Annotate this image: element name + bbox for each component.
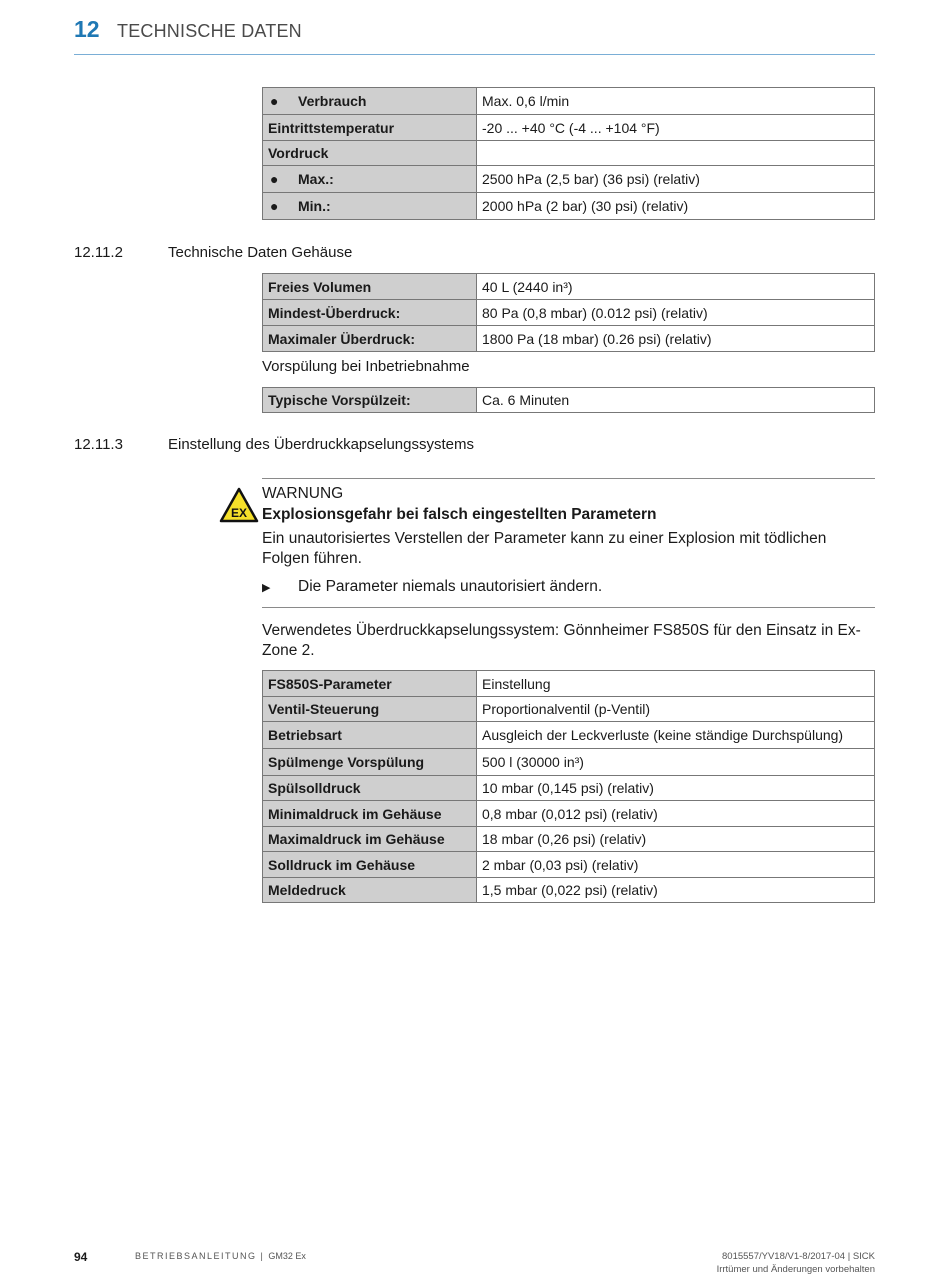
row-value: 18 mbar (0,26 psi) (relativ) — [477, 827, 875, 852]
system-description: Verwendetes Überdruckkapselungssystem: Gönnheimer FS850S für den Einsatz in Ex-Zone 2. — [262, 622, 861, 659]
table-row — [263, 166, 875, 193]
row-value: 80 Pa (0,8 mbar) (0.012 psi) (relativ) — [477, 300, 875, 326]
row-value — [477, 141, 875, 166]
table-row — [263, 801, 875, 827]
table-row — [263, 115, 875, 141]
row-key: Vordruck — [263, 141, 477, 166]
section-title: Technische Daten Gehäuse — [168, 244, 353, 261]
footer-doc-type: BETRIEBSANLEITUNG — [135, 1251, 257, 1261]
section-number: 12.11.2 — [74, 244, 123, 261]
explosion-warning-icon — [219, 487, 259, 523]
row-value: 500 l (30000 in³) — [477, 749, 875, 776]
row-value: Proportionalventil (p-Ventil) — [477, 697, 875, 722]
warning-label: WARNUNG — [262, 485, 344, 502]
table-fs850s — [262, 670, 875, 903]
table-row — [263, 878, 875, 903]
footer-doc-id: 8015557/YV18/V1-8/2017-04 | SICK — [722, 1251, 875, 1262]
row-key: Betriebsart — [263, 722, 477, 749]
table-row — [263, 274, 875, 300]
bullet-icon: ● — [270, 171, 279, 187]
action-arrow-icon: ▶ — [262, 582, 271, 594]
footer-document — [135, 1251, 306, 1261]
table-row — [263, 749, 875, 776]
row-key: Spülmenge Vorspülung — [263, 749, 477, 776]
row-value: 40 L (2440 in³) — [477, 274, 875, 300]
table-row — [263, 722, 875, 749]
table-row — [263, 776, 875, 801]
section-title: Einstellung des Überdruckkapselungssystems — [168, 436, 474, 453]
row-key: Min.: — [298, 198, 331, 214]
row-key: Meldedruck — [263, 878, 477, 903]
warning-action-text: Die Parameter niemals unautorisiert ändern. — [298, 578, 603, 595]
row-key: Eintrittstemperatur — [263, 115, 477, 141]
table-vorspuelung — [262, 387, 875, 413]
row-value: 2000 hPa (2 bar) (30 psi) (relativ) — [477, 193, 875, 220]
row-value: 2500 hPa (2,5 bar) (36 psi) (relativ) — [477, 166, 875, 193]
row-key: Mindest-Überdruck: — [263, 300, 477, 326]
bullet-icon: ● — [270, 93, 279, 109]
warning-body: Ein unautorisiertes Verstellen der Parameter kann zu einer Explosion mit tödlichen Folgen führen. — [262, 530, 827, 567]
warning-action — [262, 577, 875, 598]
footer-model: GM32 Ex — [268, 1251, 306, 1261]
table-row — [263, 671, 875, 697]
row-key: Minimaldruck im Gehäuse — [263, 801, 477, 827]
warning-title: Explosionsgefahr bei falsch eingestellten Parametern — [262, 506, 657, 523]
row-key: Maximaldruck im Gehäuse — [263, 827, 477, 852]
row-key: FS850S-Parameter — [263, 671, 477, 697]
warning-bottom-rule — [262, 607, 875, 608]
subheading-vorspuelung: Vorspülung bei Inbetriebnahme — [262, 358, 470, 375]
row-value: 2 mbar (0,03 psi) (relativ) — [477, 852, 875, 878]
table-row — [263, 388, 875, 413]
table-row — [263, 827, 875, 852]
row-key: Ventil-Steuerung — [263, 697, 477, 722]
row-key: Max.: — [298, 171, 334, 187]
row-value: Einstellung — [477, 671, 875, 697]
warning-icon-label: EX — [230, 506, 248, 520]
page-header — [74, 14, 875, 55]
row-value: 0,8 mbar (0,012 psi) (relativ) — [477, 801, 875, 827]
table-row — [263, 193, 875, 220]
page-number: 94 — [74, 1250, 88, 1264]
row-value: Ausgleich der Leckverluste (keine ständige Durchspülung) — [477, 722, 875, 749]
row-key: Spülsolldruck — [263, 776, 477, 801]
row-value: 10 mbar (0,145 psi) (relativ) — [477, 776, 875, 801]
table-row — [263, 326, 875, 352]
bullet-icon: ● — [270, 198, 279, 214]
section-number: 12.11.3 — [74, 436, 123, 453]
footer-disclaimer: Irrtümer und Änderungen vorbehalten — [716, 1264, 875, 1275]
row-key: Freies Volumen — [263, 274, 477, 300]
table-row — [263, 697, 875, 722]
chapter-number: 12 — [74, 16, 100, 42]
row-key: Maximaler Überdruck: — [263, 326, 477, 352]
table-row — [263, 141, 875, 166]
row-value: 1800 Pa (18 mbar) (0.26 psi) (relativ) — [477, 326, 875, 352]
footer-separator: | — [256, 1251, 269, 1261]
row-key: Verbrauch — [298, 93, 367, 109]
row-key: Typische Vorspülzeit: — [263, 388, 477, 413]
table-gehaeuse — [262, 273, 875, 352]
table-top — [262, 87, 875, 220]
row-value: Max. 0,6 l/min — [477, 88, 875, 115]
chapter-title: TECHNISCHE DATEN — [117, 21, 302, 41]
row-value: 1,5 mbar (0,022 psi) (relativ) — [477, 878, 875, 903]
table-row — [263, 300, 875, 326]
row-value: -20 ... +40 °C (-4 ... +104 °F) — [477, 115, 875, 141]
table-row — [263, 88, 875, 115]
footer-right — [717, 1250, 875, 1276]
table-row — [263, 852, 875, 878]
row-value: Ca. 6 Minuten — [477, 388, 875, 413]
row-key: Solldruck im Gehäuse — [263, 852, 477, 878]
warning-top-rule — [262, 478, 875, 479]
